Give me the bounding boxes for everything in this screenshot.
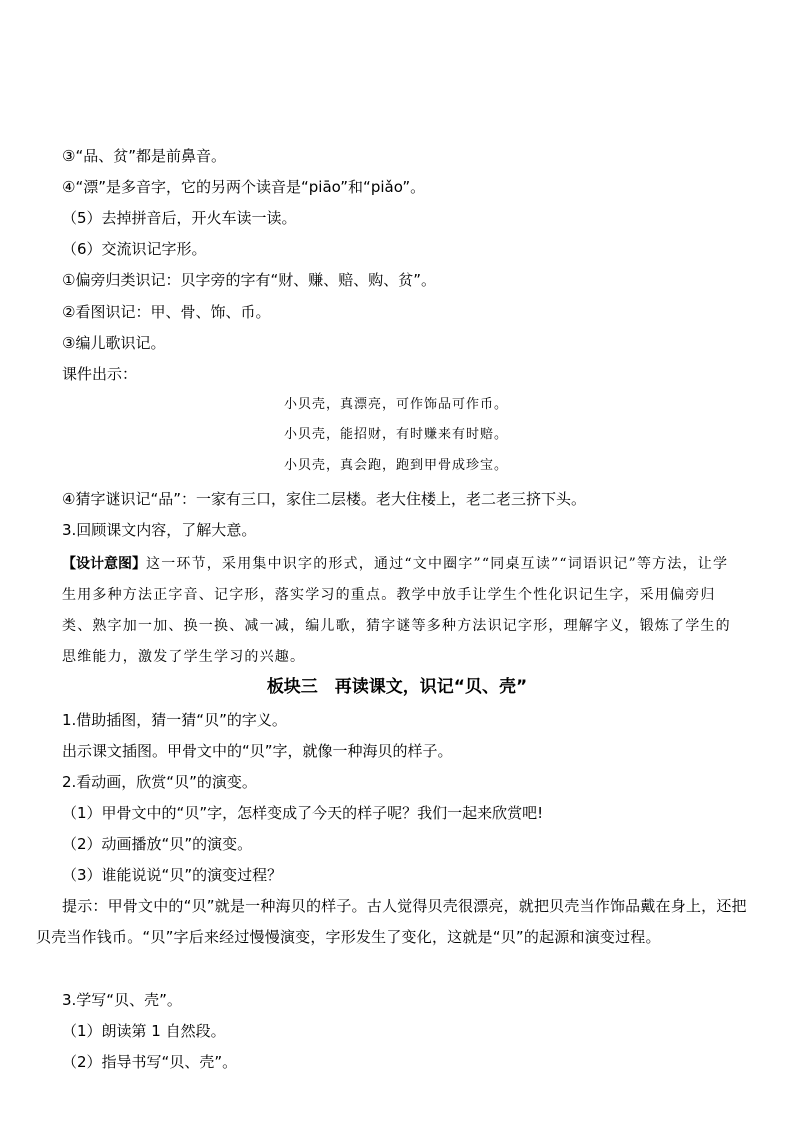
design-intent-text: 这一环节，采用集中识字的形式，通过“文中圈字”“同桌互读”“词语识记”等方法，让学生用多种方法正字音、记字形，落实学习的重点。教学中放手让学生个性化识记生字，采用偏旁归类、熟字加一加、换一换、减一减，编儿歌，猜字谜等多种方法识记字形，理解字义，锻炼了学生的思维能力，激发了学生学习的兴趣。 <box>62 556 731 665</box>
text-line: ④猜字谜识记“品”：一家有三口，家住二层楼。老大住楼上，老二老三挤下头。 <box>62 490 586 508</box>
text-line: ③编儿歌识记。 <box>62 334 166 352</box>
design-intent-paragraph <box>62 549 734 673</box>
text-line: （6）交流识记字形。 <box>62 240 207 258</box>
text-line: （5）去掉拼音后，开火车读一读。 <box>62 209 297 227</box>
text-line: 3.学写“贝、壳”。 <box>62 991 182 1009</box>
text-line: 出示课文插图。甲骨文中的“贝”字，就像一种海贝的样子。 <box>62 742 453 760</box>
text-line: （1）朗读第 1 自然段。 <box>62 1022 226 1040</box>
text-line: 2.看动画，欣赏“贝”的演变。 <box>62 773 257 791</box>
text-line: 3.回顾课文内容，了解大意。 <box>62 521 257 539</box>
poem-line: 小贝壳，真会跑，跑到甲骨成珍宝。 <box>284 458 509 473</box>
poem-line: 小贝壳，真漂亮，可作饰品可作币。 <box>284 397 509 412</box>
hint-paragraph: 提示：甲骨文中的“贝”就是一种海贝的样子。古人觉得贝壳很漂亮，就把贝壳当作饰品戴在身上，还把贝壳当作钱币。“贝”字后来经过慢慢演变，字形发生了变化，这就是“贝”的起源和演变过程。 <box>36 897 747 946</box>
text-line: （2）动画播放“贝”的演变。 <box>62 835 253 853</box>
design-intent-label: 【设计意图】 <box>62 556 146 572</box>
text-line: ①偏旁归类识记：贝字旁的字有“财、赚、赔、购、贫”。 <box>62 271 436 289</box>
text-line: （2）指导书写“贝、壳”。 <box>62 1053 238 1071</box>
section-heading: 板块三 再读课文，识记“贝、壳” <box>266 677 528 697</box>
text-line: ②看图识记：甲、骨、饰、币。 <box>62 303 271 321</box>
text-line: 课件出示： <box>62 365 138 383</box>
text-line: 1.借助插图，猜一猜“贝”的字义。 <box>62 711 287 729</box>
poem-line: 小贝壳，能招财，有时赚来有时赔。 <box>284 427 509 442</box>
text-line: ③“品、贫”都是前鼻音。 <box>62 147 226 165</box>
text-line: （1）甲骨文中的“贝”字，怎样变成了今天的样子呢？我们一起来欣赏吧! <box>62 804 544 822</box>
text-line: （3）谁能说说“贝”的演变过程？ <box>62 866 283 884</box>
text-line: ④“漂”是多音字，它的另两个读音是“piāo”和“piǎo”。 <box>62 178 426 196</box>
